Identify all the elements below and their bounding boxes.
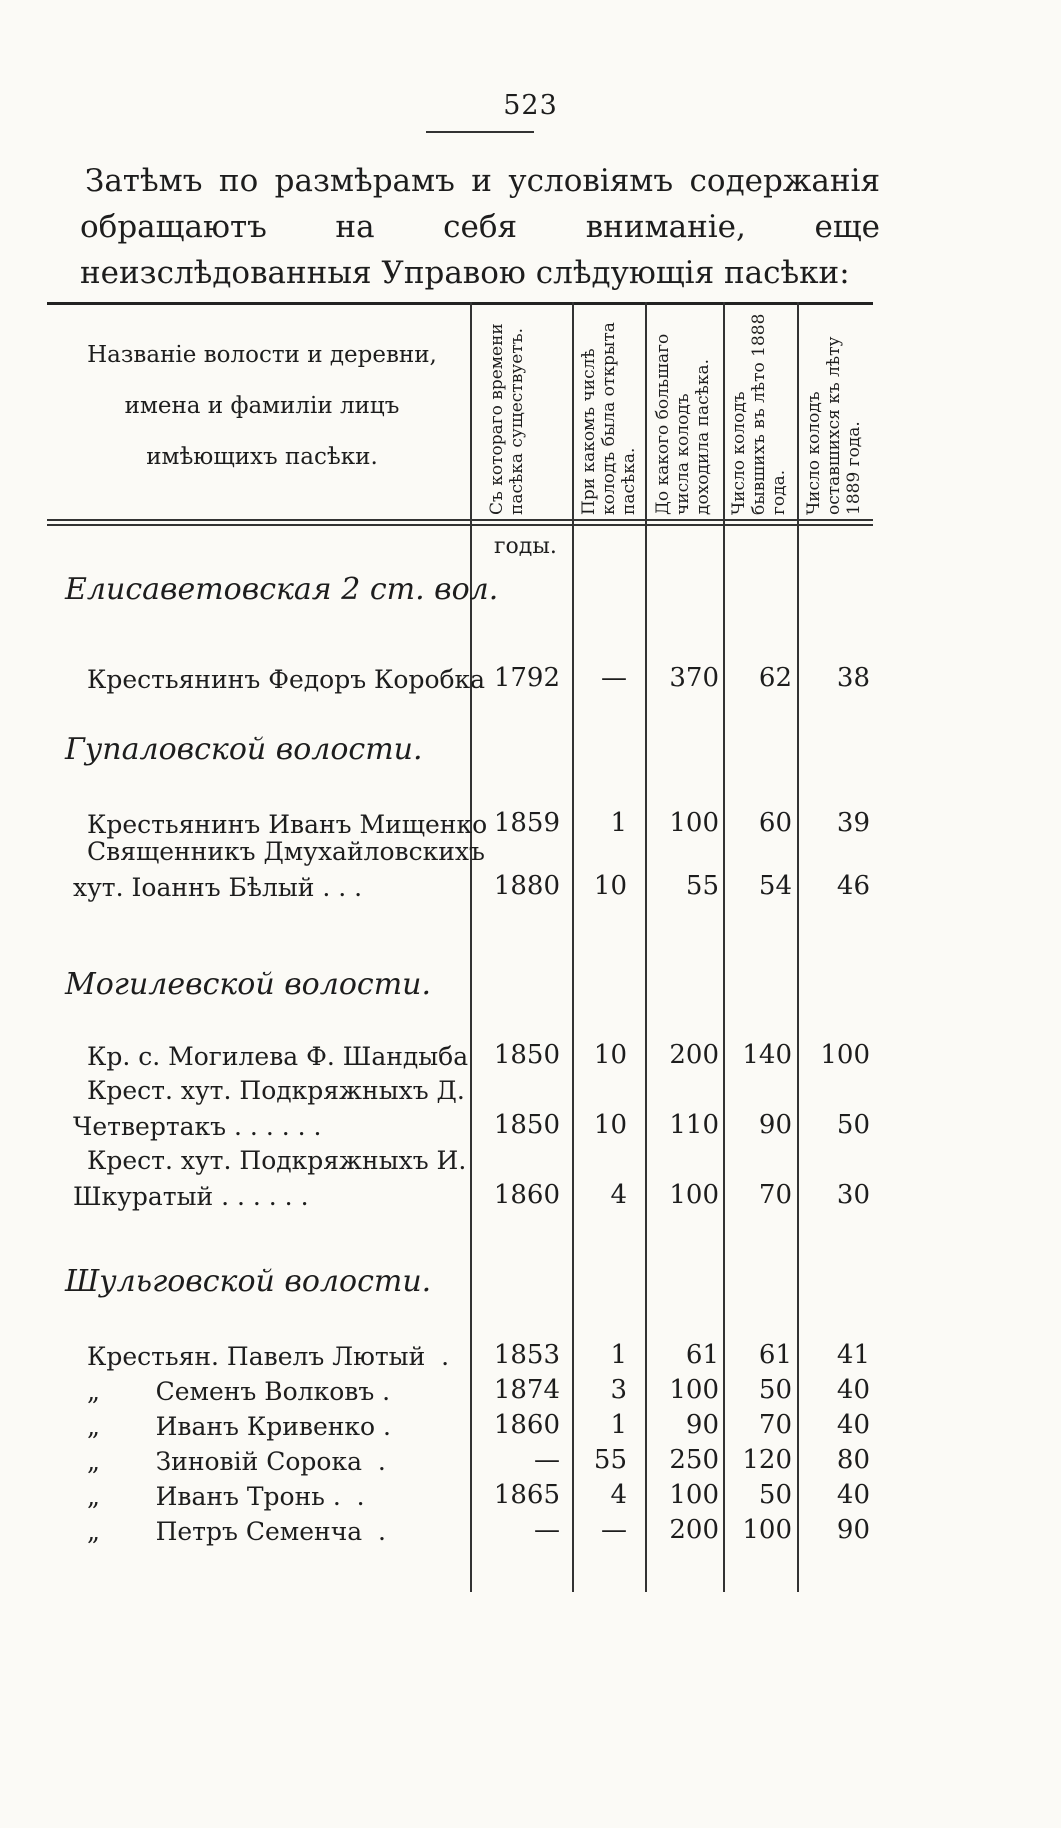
row-name: Крестьянинъ Федоръ Коробка bbox=[87, 665, 486, 694]
cell-max: 200 bbox=[669, 1515, 719, 1545]
cell-max: 100 bbox=[669, 1480, 719, 1510]
cell-y1888: 70 bbox=[758, 1180, 792, 1210]
cell-y1889: 80 bbox=[836, 1445, 870, 1475]
cell-y1889: 46 bbox=[836, 871, 870, 901]
row-name: Крестьян. Павелъ Лютый . bbox=[87, 1342, 450, 1371]
cell-y1889: 39 bbox=[836, 808, 870, 838]
header-col-1888: Число колодъ бывшихъ въ лѣто 1888 года. bbox=[729, 313, 789, 515]
intro-paragraph: Затѣмъ по размѣрамъ и условіямъ содержанія обращаютъ на себя вниманіе, еще неизслѣдованныя Управою слѣдующія пасѣки: bbox=[80, 163, 880, 291]
cell-y1888: 140 bbox=[742, 1040, 792, 1070]
column-divider bbox=[645, 302, 647, 1592]
cell-y1889: 100 bbox=[820, 1040, 870, 1070]
header-rule-double bbox=[47, 524, 873, 526]
cell-y1888: 61 bbox=[758, 1340, 792, 1370]
row-name: Священникъ Дмухайловскихъ bbox=[87, 837, 485, 866]
cell-opened: 10 bbox=[593, 871, 627, 901]
cell-year: 1850 bbox=[493, 1040, 560, 1070]
row-name: „ Иванъ Кривенко . bbox=[87, 1412, 391, 1441]
cell-y1888: 62 bbox=[758, 663, 792, 693]
column-divider bbox=[572, 302, 574, 1592]
cell-opened: 4 bbox=[610, 1480, 627, 1510]
row-name: Крест. хут. Подкряжныхъ И. bbox=[87, 1146, 467, 1175]
header-col-1889: Число колодъ оставшихся къ лѣту 1889 года. bbox=[804, 336, 864, 515]
section-title: Елисаветовская 2 ст. вол. bbox=[65, 572, 499, 607]
row-name-continuation: Шкуратый . . . . . . bbox=[73, 1182, 309, 1211]
cell-y1888: 60 bbox=[758, 808, 792, 838]
cell-opened: 1 bbox=[610, 1410, 627, 1440]
row-name-continuation: хут. Іоаннъ Бѣлый . . . bbox=[73, 873, 363, 902]
cell-opened: 55 bbox=[593, 1445, 627, 1475]
row-name: Кр. с. Могилева Ф. Шандыба bbox=[87, 1042, 469, 1071]
cell-year: 1792 bbox=[493, 663, 560, 693]
apiaries-table bbox=[47, 302, 873, 1592]
cell-y1888: 50 bbox=[758, 1375, 792, 1405]
cell-max: 250 bbox=[669, 1445, 719, 1475]
cell-y1888: 100 bbox=[742, 1515, 792, 1545]
cell-year: 1860 bbox=[493, 1180, 560, 1210]
header-col-max: До какого большаго числа колодъ доходила пасѣка. bbox=[653, 333, 713, 515]
header-col-year: Съ котораго времени пасѣка существуетъ. bbox=[487, 323, 527, 515]
cell-opened: — bbox=[601, 1515, 627, 1545]
column-divider bbox=[797, 302, 799, 1592]
cell-opened: 1 bbox=[610, 808, 627, 838]
cell-max: 61 bbox=[685, 1340, 719, 1370]
section-title: Гупаловской волости. bbox=[65, 732, 423, 767]
cell-max: 100 bbox=[669, 808, 719, 838]
cell-y1889: 40 bbox=[836, 1480, 870, 1510]
cell-max: 90 bbox=[685, 1410, 719, 1440]
cell-year: 1853 bbox=[493, 1340, 560, 1370]
cell-y1888: 54 bbox=[758, 871, 792, 901]
cell-opened: 3 bbox=[610, 1375, 627, 1405]
cell-y1888: 120 bbox=[742, 1445, 792, 1475]
cell-year: 1850 bbox=[493, 1110, 560, 1140]
cell-max: 370 bbox=[669, 663, 719, 693]
header-rule bbox=[47, 519, 873, 521]
row-name: Крестьянинъ Иванъ Мищенко bbox=[87, 810, 488, 839]
cell-year: 1880 bbox=[493, 871, 560, 901]
cell-y1889: 40 bbox=[836, 1375, 870, 1405]
cell-year: 1865 bbox=[493, 1480, 560, 1510]
cell-max: 200 bbox=[669, 1040, 719, 1070]
cell-max: 55 bbox=[685, 871, 719, 901]
header-name-column: Названіе волости и деревни, имена и фамиліи лицъ имѣющихъ пасѣки. bbox=[87, 342, 437, 470]
row-name: Крест. хут. Подкряжныхъ Д. bbox=[87, 1076, 465, 1105]
cell-max: 100 bbox=[669, 1375, 719, 1405]
cell-y1888: 70 bbox=[758, 1410, 792, 1440]
cell-max: 110 bbox=[669, 1110, 719, 1140]
row-name: „ Иванъ Тронь . . bbox=[87, 1482, 365, 1511]
cell-y1889: 40 bbox=[836, 1410, 870, 1440]
cell-year: 1859 bbox=[493, 808, 560, 838]
cell-y1889: 41 bbox=[836, 1340, 870, 1370]
cell-y1889: 38 bbox=[836, 663, 870, 693]
cell-opened: 10 bbox=[593, 1110, 627, 1140]
units-years: годы. bbox=[494, 534, 557, 559]
row-name: „ Семенъ Волковъ . bbox=[87, 1377, 391, 1406]
row-name: „ Петръ Семенча . bbox=[87, 1517, 386, 1546]
page-number: 523 bbox=[503, 90, 558, 121]
header-col-opened: При какомъ числѣ колодъ была открыта пасѣка. bbox=[579, 322, 639, 515]
section-title: Могилевской волости. bbox=[65, 967, 432, 1002]
cell-opened: 10 bbox=[593, 1040, 627, 1070]
cell-opened: 1 bbox=[610, 1340, 627, 1370]
row-name-continuation: Четвертакъ . . . . . . bbox=[73, 1112, 322, 1141]
cell-y1889: 30 bbox=[836, 1180, 870, 1210]
cell-year: — bbox=[534, 1515, 560, 1545]
cell-year: 1874 bbox=[493, 1375, 560, 1405]
row-name: „ Зиновій Сорока . bbox=[87, 1447, 386, 1476]
cell-opened: 4 bbox=[610, 1180, 627, 1210]
section-title: Шульговской волости. bbox=[65, 1264, 432, 1299]
cell-y1888: 90 bbox=[758, 1110, 792, 1140]
cell-y1888: 50 bbox=[758, 1480, 792, 1510]
cell-y1889: 90 bbox=[836, 1515, 870, 1545]
column-divider bbox=[723, 302, 725, 1592]
page-number-rule bbox=[426, 131, 534, 133]
cell-max: 100 bbox=[669, 1180, 719, 1210]
cell-year: — bbox=[534, 1445, 560, 1475]
cell-y1889: 50 bbox=[836, 1110, 870, 1140]
table-top-rule bbox=[47, 302, 873, 305]
cell-opened: — bbox=[601, 663, 627, 693]
cell-year: 1860 bbox=[493, 1410, 560, 1440]
